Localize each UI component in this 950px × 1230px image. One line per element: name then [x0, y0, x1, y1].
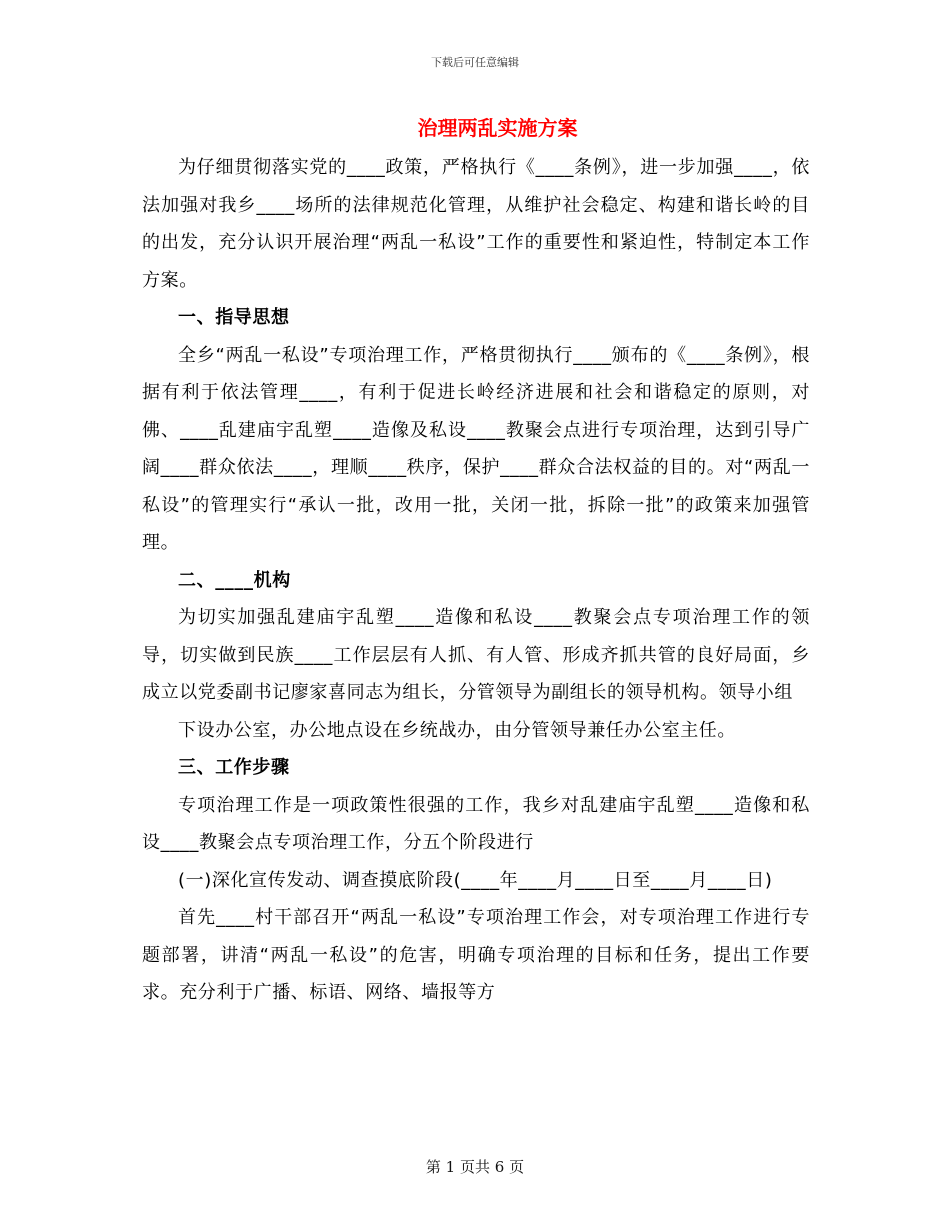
document-body [142, 149, 810, 1012]
document-title: 治理两乱实施方案 [417, 116, 578, 140]
page-header-note: 下载后可任意编辑 [431, 56, 519, 69]
body-paragraph: 为切实加强乱建庙宇乱塑____造像和私设____教聚会点专项治理工作的领导，切实做到民族____工作层层有人抓、有人管、形成齐抓共管的良好局面，乡成立以党委副书记廖家喜同志为组长，分管领导为副组长的领导机构。领导小组 [142, 607, 810, 703]
body-paragraph: 全乡“两乱一私设”专项治理工作，严格贯彻执行____颁布的《____条例》，根据有利于依法管理____，有利于促进长岭经济进展和社会和谐稳定的原则，对佛、____乱建庙宇乱塑____造像及私设____教聚会点进行专项治理，达到引导广阔____群众依法____，理顺____秩序，保护____群众合法权益的目的。对“两乱一私设”的管理实行“承认一批，改用一批，关闭一批，拆除一批”的政策来加强管理。 [142, 344, 810, 553]
subsection-heading-stage-one: (一)深化宣传发动、调查摸底阶段(____年____月____日至____月____日) [178, 869, 773, 891]
body-paragraph: 首先____村干部召开“两乱一私设”专项治理工作会，对专项治理工作进行专题部署，讲清“两乱一私设”的危害，明确专项治理的目标和任务，提出工作要求。充分利于广播、标语、网络、墙报等方 [142, 907, 810, 1003]
section-heading-organization: 二、____机构 [178, 569, 291, 591]
intro-paragraph: 为仔细贯彻落实党的____政策，严格执行《____条例》，进一步加强____，依法加强对我乡____场所的法律规范化管理，从维护社会稳定、构建和谐长岭的目的出发，充分认识开展治理“两乱一私设”工作的重要性和紧迫性，特制定本工作方案。 [142, 157, 810, 291]
section-heading-work-steps: 三、工作步骤 [178, 757, 290, 778]
body-paragraph: 下设办公室，办公地点设在乡统战办，由分管领导兼任办公室主任。 [178, 719, 736, 741]
page-footer-page-info: 第 1 页共 6 页 [425, 1158, 525, 1176]
section-heading-guiding-ideology: 一、指导思想 [178, 307, 290, 328]
body-paragraph: 专项治理工作是一项政策性很强的工作，我乡对乱建庙宇乱塑____造像和私设____教聚会点专项治理工作，分五个阶段进行 [142, 794, 810, 853]
